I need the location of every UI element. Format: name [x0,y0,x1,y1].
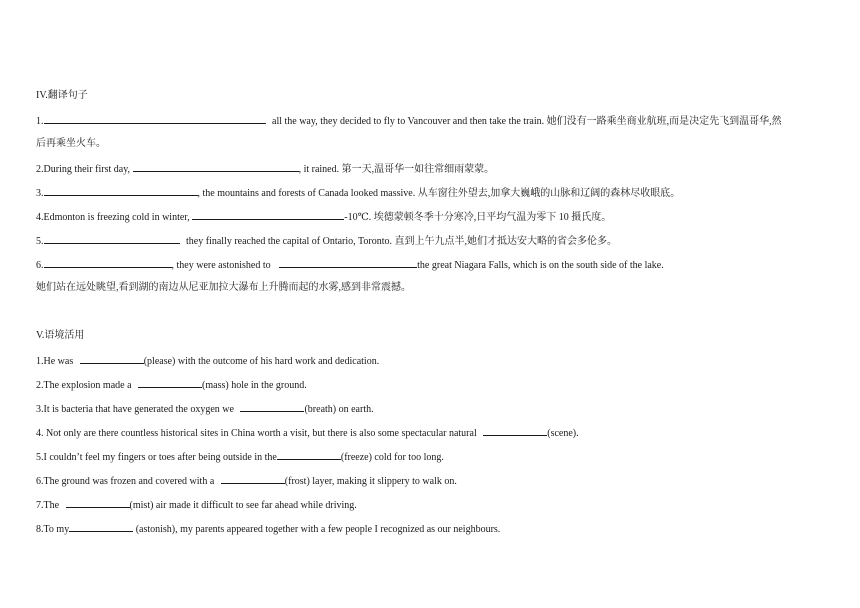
context-item-6 [36,473,457,489]
answer-blank[interactable] [44,185,198,196]
item-prefix: 8.To my [36,524,70,535]
context-item-2 [36,377,307,393]
item-text: , the mountains and forests of Canada looked massive. 从车窗往外望去,加拿大巍峨的山脉和辽阔的森林尽收眼底。 [197,188,681,199]
answer-blank[interactable] [44,113,266,124]
answer-blank[interactable] [133,161,299,172]
item-prefix: 5. [36,236,44,247]
item-text: the great Niagara Falls, which is on the south side of the lake. [417,260,664,271]
translation-item-4 [36,209,611,225]
answer-blank[interactable] [240,401,304,412]
answer-blank[interactable] [138,377,202,388]
item-text: -10℃. 埃德蒙顿冬季十分寒冷,日平均气温为零下 10 摄氏度。 [344,212,612,223]
item-prefix: 1. [36,116,44,127]
translation-item-6 [36,257,664,273]
item-prefix: 2.During their first day, [36,164,133,175]
item-prefix: 3.It is bacteria that have generated the oxygen we [36,404,237,415]
answer-blank[interactable] [221,473,285,484]
context-item-5 [36,449,444,465]
answer-blank[interactable] [279,257,417,268]
context-item-4 [36,425,579,441]
item-text: (mist) air made it difficult to see far ahead while driving. [129,500,357,511]
section-v-heading: V.语境活用 [36,330,85,341]
item-prefix: 6. [36,260,44,271]
answer-blank[interactable] [483,425,547,436]
section-iv-heading: IV.翻译句子 [36,90,88,101]
translation-item-2 [36,161,494,177]
item-prefix: 1.He was [36,356,76,367]
answer-blank[interactable] [66,497,130,508]
item-text: (freeze) cold for too long. [340,452,444,463]
answer-blank[interactable] [277,449,341,460]
item-prefix: 3. [36,188,44,199]
item-text: (please) with the outcome of his hard work and dedication. [143,356,380,367]
answer-blank[interactable] [44,257,172,268]
context-item-1 [36,353,379,369]
context-item-7 [36,497,357,513]
translation-item-3 [36,185,680,201]
item-text: (astonish), my parents appeared together with a few people I recognized as our neighbours. [133,524,501,535]
item-text: all the way, they decided to fly to Vancouver and then take the train. 她们没有一路乘坐商业航班,而是决定先飞到温哥华,然 [269,116,782,127]
answer-blank[interactable] [80,353,144,364]
answer-blank[interactable] [44,233,180,244]
item-text: (frost) layer, making it slippery to walk on. [284,476,457,487]
item-prefix: 2.The explosion made a [36,380,135,391]
item-text: (scene). [547,428,579,439]
context-item-8 [36,521,500,537]
item-text: they finally reached the capital of Ontario, Toronto. 直到上午九点半,她们才抵达安大略的省会多伦多。 [183,236,617,247]
item-prefix: 4.Edmonton is freezing cold in winter, [36,212,193,223]
item-text: , it rained. 第一天,温哥华一如往常细雨蒙蒙。 [298,164,495,175]
answer-blank[interactable] [69,521,133,532]
item-prefix: 4. Not only are there countless historical sites in China worth a visit, but there is also some spectacular natural [36,428,480,439]
translation-item-1-continued: 后再乘坐火车。 [36,138,106,149]
item-prefix: 7.The [36,500,62,511]
translation-item-1 [36,113,782,129]
item-text: , they were astonished to [171,260,274,271]
context-item-3 [36,401,374,417]
translation-item-5 [36,233,617,249]
translation-item-6-continued: 她们站在远处眺望,看到湖的南边从尼亚加拉大瀑布上升腾而起的水雾,感到非常震撼。 [36,282,411,293]
item-prefix: 5.I couldn’t feel my fingers or toes after being outside in the [36,452,277,463]
item-text: (breath) on earth. [304,404,374,415]
item-text: (mass) hole in the ground. [202,380,307,391]
item-prefix: 6.The ground was frozen and covered with a [36,476,217,487]
answer-blank[interactable] [192,209,344,220]
